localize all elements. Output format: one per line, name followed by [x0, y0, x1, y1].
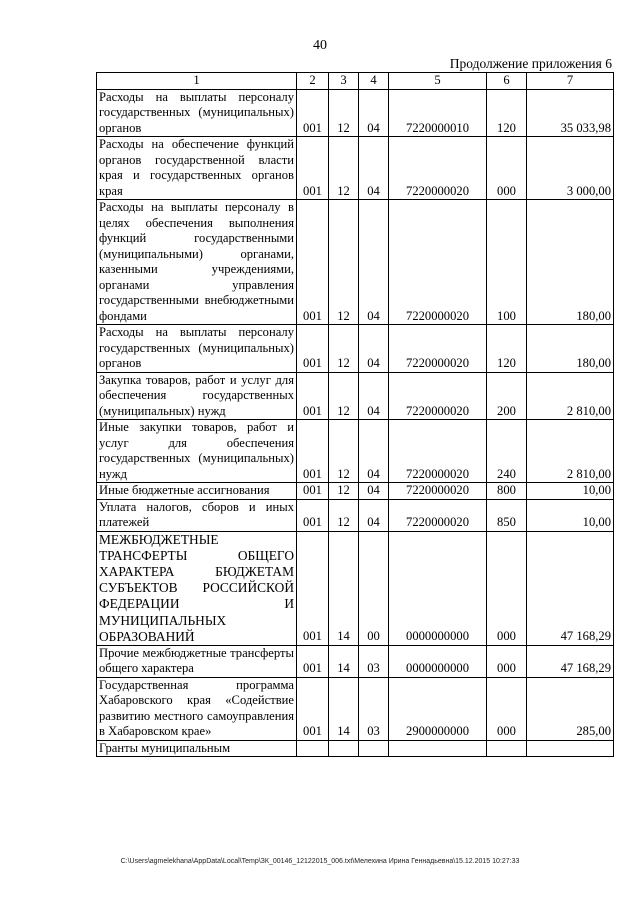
expense-name: Иные бюджетные ассигнования [97, 483, 297, 500]
target-article-code: 7220000020 [389, 137, 487, 200]
amount: 2 810,00 [527, 420, 614, 483]
header-row [97, 73, 614, 90]
table-row [97, 499, 614, 531]
table-row [97, 325, 614, 373]
ministry-code: 001 [297, 677, 329, 740]
expense-type-code: 200 [487, 372, 527, 420]
section-code: 12 [329, 483, 359, 500]
footer-path: C:\Users\agmelekhana\AppData\Local\Temp\ЗК_00146_12122015_006.txt\Мелехина Ирина Геннадьевна\15.12.2015 10:27:33 [120, 858, 520, 865]
expense-type-code: 000 [487, 137, 527, 200]
ministry-code: 001 [297, 137, 329, 200]
ministry-code: 001 [297, 89, 329, 137]
expense-name: Гранты муниципальным [97, 740, 297, 757]
section-code: 14 [329, 531, 359, 645]
section-code [329, 740, 359, 757]
section-code: 12 [329, 89, 359, 137]
header-cell: 7 [527, 73, 614, 90]
expense-name: Закупка товаров, работ и услуг для обеспечения государственных (муниципальных) нужд [97, 372, 297, 420]
amount [527, 740, 614, 757]
target-article-code: 7220000020 [389, 372, 487, 420]
header-cell: 6 [487, 73, 527, 90]
expense-name: Расходы на выплаты персоналу государственных (муниципальных) органов [97, 89, 297, 137]
table-row [97, 420, 614, 483]
target-article-code: 7220000020 [389, 200, 487, 325]
header-cell: 1 [97, 73, 297, 90]
section-code: 14 [329, 677, 359, 740]
expense-name: Уплата налогов, сборов и иных платежей [97, 499, 297, 531]
target-article-code [389, 740, 487, 757]
target-article-code: 0000000000 [389, 531, 487, 645]
section-code: 14 [329, 645, 359, 677]
page-number: 40 [313, 38, 327, 53]
amount: 2 810,00 [527, 372, 614, 420]
section-code: 12 [329, 499, 359, 531]
table-row [97, 137, 614, 200]
subsection-code: 04 [359, 420, 389, 483]
expense-type-code: 240 [487, 420, 527, 483]
target-article-code: 0000000000 [389, 645, 487, 677]
amount: 10,00 [527, 483, 614, 500]
table-row [97, 89, 614, 137]
table-row [97, 372, 614, 420]
section-code: 12 [329, 200, 359, 325]
continuation-label: Продолжение приложения 6 [449, 56, 612, 71]
expense-type-code: 120 [487, 89, 527, 137]
subsection-code: 03 [359, 677, 389, 740]
expense-type-code: 800 [487, 483, 527, 500]
amount: 180,00 [527, 200, 614, 325]
amount: 47 168,29 [527, 531, 614, 645]
target-article-code: 7220000020 [389, 483, 487, 500]
subsection-code: 04 [359, 89, 389, 137]
expense-name: МЕЖБЮДЖЕТНЫЕ ТРАНСФЕРТЫ ОБЩЕГО ХАРАКТЕРА БЮДЖЕТАМ СУБЪЕКТОВ РОССИЙСКОЙ ФЕДЕРАЦИИ И МУНИЦИПАЛЬНЫХ ОБРАЗОВАНИЙ [97, 531, 297, 645]
table-row [97, 200, 614, 325]
expense-type-code: 120 [487, 325, 527, 373]
subsection-code [359, 740, 389, 757]
ministry-code [297, 740, 329, 757]
table-row [97, 483, 614, 500]
expense-type-code: 850 [487, 499, 527, 531]
ministry-code: 001 [297, 200, 329, 325]
expense-type-code: 000 [487, 645, 527, 677]
target-article-code: 7220000020 [389, 325, 487, 373]
subsection-code: 04 [359, 325, 389, 373]
header-cell: 2 [297, 73, 329, 90]
amount: 35 033,98 [527, 89, 614, 137]
expense-name: Расходы на выплаты персоналу государственных (муниципальных) органов [97, 325, 297, 373]
table-row [97, 645, 614, 677]
header-cell: 4 [359, 73, 389, 90]
subsection-code: 00 [359, 531, 389, 645]
expense-name: Расходы на обеспечение функций органов государственной власти края и государственных органов края [97, 137, 297, 200]
budget-table [96, 72, 614, 757]
expense-type-code: 100 [487, 200, 527, 325]
amount: 47 168,29 [527, 645, 614, 677]
ministry-code: 001 [297, 499, 329, 531]
ministry-code: 001 [297, 325, 329, 373]
table-row [97, 531, 614, 645]
amount: 180,00 [527, 325, 614, 373]
ministry-code: 001 [297, 483, 329, 500]
subsection-code: 04 [359, 499, 389, 531]
expense-name: Иные закупки товаров, работ и услуг для обеспечения государственных (муниципальных) нужд [97, 420, 297, 483]
ministry-code: 001 [297, 531, 329, 645]
section-code: 12 [329, 420, 359, 483]
subsection-code: 04 [359, 372, 389, 420]
amount: 10,00 [527, 499, 614, 531]
expense-type-code [487, 740, 527, 757]
subsection-code: 03 [359, 645, 389, 677]
amount: 285,00 [527, 677, 614, 740]
expense-name: Прочие межбюджетные трансферты общего характера [97, 645, 297, 677]
ministry-code: 001 [297, 645, 329, 677]
subsection-code: 04 [359, 200, 389, 325]
header-cell: 5 [389, 73, 487, 90]
target-article-code: 7220000020 [389, 420, 487, 483]
subsection-code: 04 [359, 483, 389, 500]
expense-name: Государственная программа Хабаровского края «Содействие развитию местного самоуправления в Хабаровском крае» [97, 677, 297, 740]
header-cell: 3 [329, 73, 359, 90]
target-article-code: 7220000020 [389, 499, 487, 531]
expense-type-code: 000 [487, 677, 527, 740]
table-row [97, 740, 614, 757]
target-article-code: 2900000000 [389, 677, 487, 740]
ministry-code: 001 [297, 372, 329, 420]
section-code: 12 [329, 325, 359, 373]
target-article-code: 7220000010 [389, 89, 487, 137]
subsection-code: 04 [359, 137, 389, 200]
section-code: 12 [329, 372, 359, 420]
expense-name: Расходы на выплаты персоналу в целях обеспечения выполнения функций государственными (муниципальными) органами, казенными учреждениями, органами управления государственными внебюджетными фондами [97, 200, 297, 325]
ministry-code: 001 [297, 420, 329, 483]
expense-type-code: 000 [487, 531, 527, 645]
amount: 3 000,00 [527, 137, 614, 200]
section-code: 12 [329, 137, 359, 200]
table-row [97, 677, 614, 740]
